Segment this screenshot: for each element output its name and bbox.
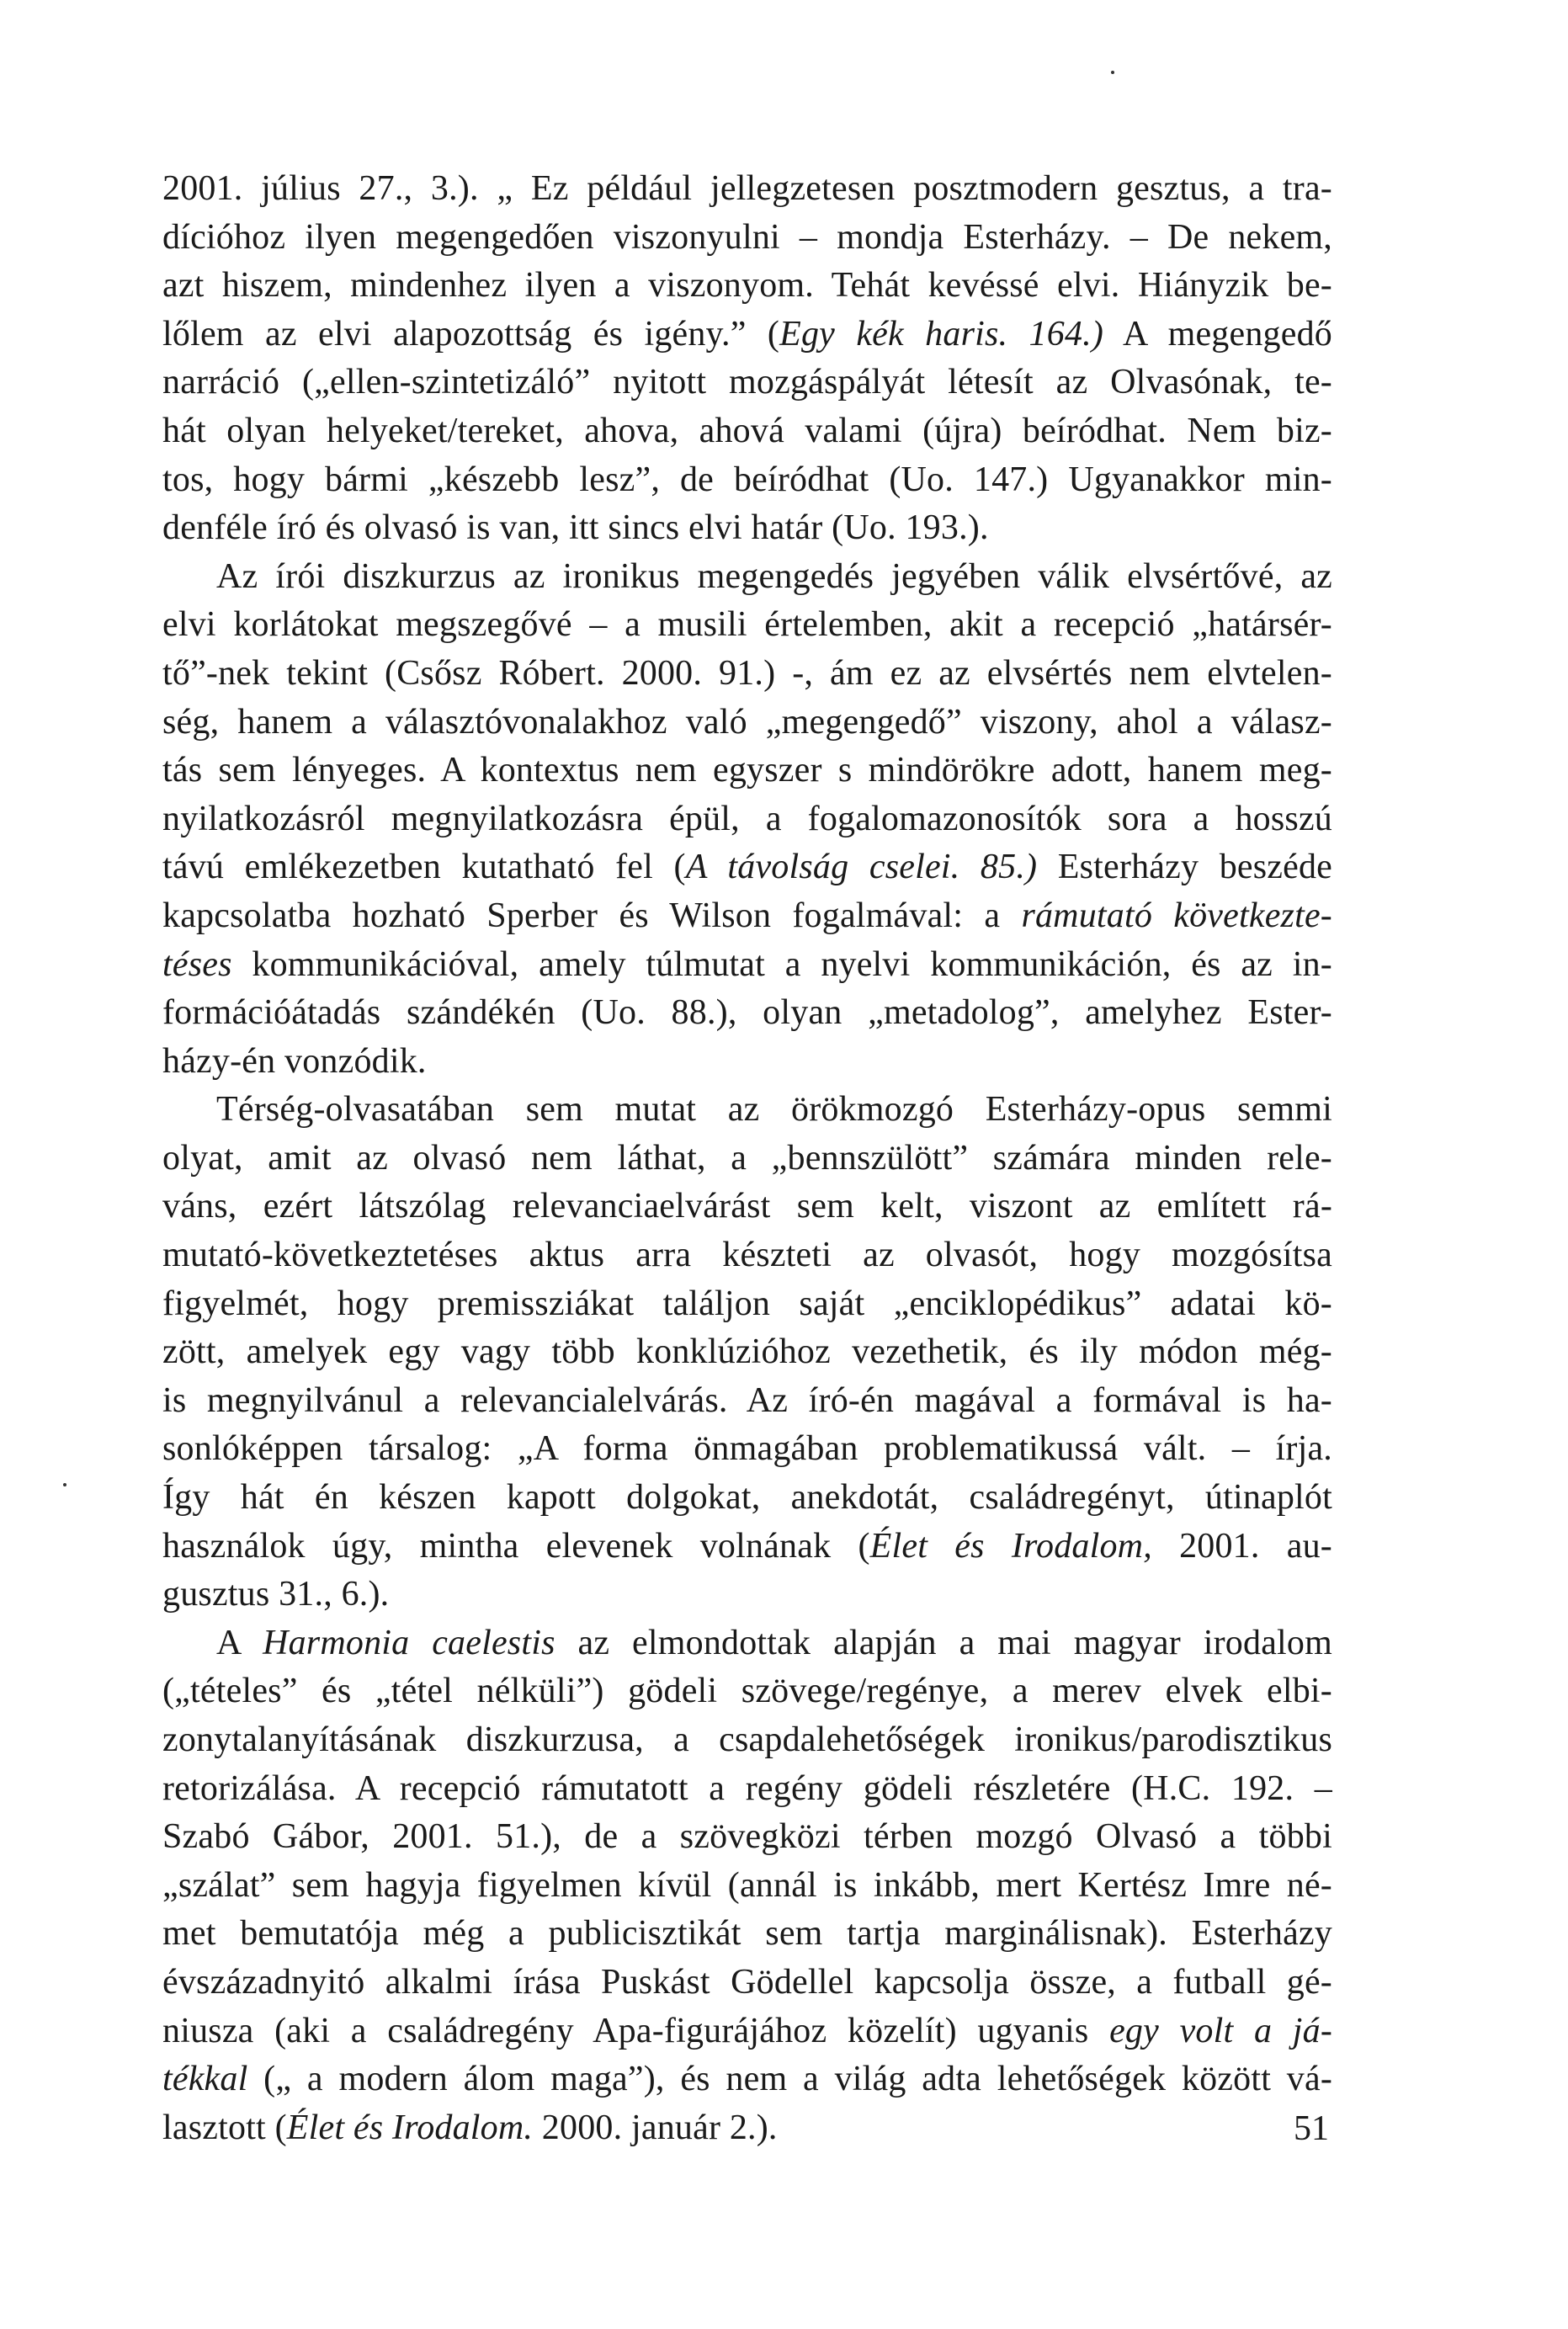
italic-text-segment: egy volt a já-	[1109, 2011, 1333, 2050]
text-segment: Az írói diszkurzus az ironikus megengedés jegyében válik elvsértővé, az	[216, 556, 1332, 596]
text-line	[162, 1135, 1332, 1183]
text-segment: Szabó Gábor, 2001. 51.), de a szövegközi térben mozgó Olvasó a többi	[162, 1817, 1332, 1857]
text-line	[162, 1910, 1332, 1959]
italic-text-segment: tékkal	[162, 2060, 248, 2099]
text-line	[162, 601, 1332, 650]
text-segment: („tételes” és „tétel nélküli”) gödeli szövege/regénye, a merev elvek elbi-	[162, 1672, 1332, 1711]
text-segment: mutató-következtetéses aktus arra készteti az olvasót, hogy mozgósítsa	[162, 1236, 1332, 1275]
text-segment: lőlem az elvi alapozottság és igény.” (	[162, 314, 780, 354]
text-line	[162, 165, 1332, 214]
text-line	[162, 1328, 1332, 1377]
text-segment: formációátadás szándékén (Uo. 88.), olyan „metadolog”, amelyhez Ester-	[162, 993, 1332, 1033]
text-segment: az elmondottak alapján a mai magyar irodalom	[555, 1623, 1332, 1662]
text-segment: is megnyilvánul a relevancialelvárás. Az író-én magával a formával is ha-	[162, 1380, 1332, 1420]
text-line	[162, 1086, 1332, 1135]
text-line	[162, 1231, 1332, 1280]
text-segment: narráció („ellen-szintetizáló” nyitott mozgáspályát létesít az Olvasónak, te-	[162, 363, 1332, 402]
text-segment: Térség-olvasatában sem mutat az örökmozgó Esterházy-opus semmi	[216, 1090, 1332, 1130]
italic-text-segment: Élet és Irodalom.	[286, 2108, 534, 2147]
text-line	[162, 262, 1332, 311]
text-line	[162, 1377, 1332, 1426]
text-segment: azt hiszem, mindenhez ilyen a viszonyom. Tehát kevéssé elvi. Hiányzik be-	[162, 266, 1332, 306]
text-segment: hát olyan helyeket/tereket, ahova, ahová valami (újra) beíródhat. Nem biz-	[162, 411, 1332, 450]
text-segment: retorizálása. A recepció rámutatott a regény gödeli részletére (H.C. 192. –	[162, 1768, 1332, 1808]
text-segment: gusztus 31., 6.).	[162, 1575, 390, 1614]
text-line	[162, 1523, 1332, 1571]
text-segment: figyelmét, hogy premissziákat találjon saját „enciklopédikus” adatai kö-	[162, 1284, 1332, 1323]
scan-speck	[63, 1483, 66, 1486]
text-line	[162, 1425, 1332, 1474]
text-segment: évszázadnyitó alkalmi írása Puskást Gödellel kapcsolja össze, a futball gé-	[162, 1962, 1332, 2002]
italic-text-segment: A távolság cselei. 85.)	[685, 848, 1038, 887]
text-line	[162, 650, 1332, 699]
text-segment: tos, hogy bármi „készebb lesz”, de beíródhat (Uo. 147.) Ugyanakkor min-	[162, 460, 1332, 499]
text-segment: A	[216, 1623, 263, 1662]
text-segment: 2000. január 2.).	[533, 2108, 778, 2147]
text-line	[162, 1183, 1332, 1231]
page-number: 51	[1294, 2109, 1329, 2148]
text-line	[162, 1280, 1332, 1329]
italic-text-segment: téses	[162, 944, 232, 984]
italic-text-segment: Élet és Irodalom,	[869, 1526, 1152, 1566]
text-segment: váns, ezért látszólag relevanciaelvárást sem kelt, viszont az említett rá-	[162, 1187, 1332, 1226]
text-segment: („ a modern álom maga”), és nem a világ adta lehetőségek között vá-	[247, 2060, 1332, 2099]
text-segment: tő”-nek tekint (Csősz Róbert. 2000. 91.) -, ám ez az elvsértés nem elvtelen-	[162, 653, 1332, 693]
text-line	[162, 214, 1332, 263]
text-line	[162, 1038, 1332, 1087]
text-line	[162, 747, 1332, 795]
text-line	[162, 359, 1332, 407]
italic-text-segment: Egy kék haris. 164.)	[779, 314, 1104, 354]
text-segment: A megengedő	[1103, 314, 1332, 354]
scan-speck	[1111, 71, 1114, 74]
text-segment: házy-én vonzódik.	[162, 1041, 427, 1081]
text-segment: használok úgy, mintha elevenek volnának (	[162, 1526, 870, 1566]
text-segment: ség, hanem a választóvonalakhoz való „megengedő” viszony, ahol a válasz-	[162, 702, 1332, 742]
text-line	[162, 1474, 1332, 1523]
text-segment: olyat, amit az olvasó nem láthat, a „bennszülött” számára minden rele-	[162, 1138, 1332, 1178]
text-line	[162, 553, 1332, 602]
text-segment: kapcsolatba hozható Sperber és Wilson fogalmával: a	[162, 896, 1022, 935]
text-line	[162, 892, 1332, 941]
text-line	[162, 989, 1332, 1038]
text-line	[162, 699, 1332, 747]
italic-text-segment: rámutató következte-	[1021, 896, 1332, 935]
text-segment: denféle író és olvasó is van, itt sincs elvi határ (Uo. 193.).	[162, 508, 989, 548]
text-line	[162, 941, 1332, 990]
text-line	[162, 1571, 1332, 1619]
text-segment: tás sem lényeges. A kontextus nem egyszer s mindörökre adott, hanem meg-	[162, 751, 1332, 790]
text-line	[162, 795, 1332, 844]
text-line	[162, 1619, 1332, 1668]
text-line	[162, 1716, 1332, 1765]
italic-text-segment: Harmonia caelestis	[263, 1623, 555, 1662]
text-segment: Így hát én készen kapott dolgokat, anekdotát, családregényt, útinaplót	[162, 1478, 1332, 1518]
text-line	[162, 2007, 1332, 2056]
text-line	[162, 843, 1332, 892]
text-line	[162, 504, 1332, 553]
text-segment: 2001. au-	[1151, 1526, 1332, 1566]
text-segment: Esterházy beszéde	[1037, 848, 1333, 887]
text-segment: „szálat” sem hagyja figyelmen kívül (annál is inkább, mert Kertész Imre né-	[162, 1865, 1332, 1905]
text-line	[162, 2055, 1332, 2104]
text-line	[162, 1862, 1332, 1911]
text-segment: zött, amelyek egy vagy több konklúzióhoz vezethetik, és ily módon még-	[162, 1332, 1332, 1372]
text-segment: niusza (aki a családregény Apa-figurájához közelít) ugyanis	[162, 2011, 1110, 2050]
text-segment: sonlóképpen társalog: „A forma önmagában problematikussá vált. – írja.	[162, 1429, 1332, 1469]
text-segment: távú emlékezetben kutatható fel (	[162, 848, 686, 887]
text-segment: zonytalanyításának diszkurzusa, a csapdalehetőségek ironikus/parodisztikus	[162, 1720, 1332, 1759]
text-segment: nyilatkozásról megnyilatkozásra épül, a fogalomazonosítók sora a hosszú	[162, 799, 1332, 838]
text-line	[162, 407, 1332, 456]
text-segment: 2001. július 27., 3.). „ Ez például jellegzetesen posztmodern gesztus, a tra-	[162, 169, 1332, 208]
text-segment: lasztott (	[162, 2108, 287, 2147]
text-line	[162, 1813, 1332, 1862]
text-line	[162, 311, 1332, 359]
body-text	[162, 165, 1332, 2152]
text-line	[162, 1959, 1332, 2007]
text-segment: met bemutatója még a publicisztikát sem tartja marginálisnak). Esterházy	[162, 1914, 1332, 1954]
text-line	[162, 1765, 1332, 1814]
text-line	[162, 456, 1332, 505]
text-segment: dícióhoz ilyen megengedően viszonyulni – mondja Esterházy. – De nekem,	[162, 217, 1332, 257]
text-segment: elvi korlátokat megszegővé – a musili értelemben, akit a recepció „határsér-	[162, 605, 1332, 645]
text-line	[162, 2104, 1332, 2153]
text-segment: kommunikációval, amely túlmutat a nyelvi kommunikáción, és az in-	[231, 944, 1332, 984]
text-line	[162, 1667, 1332, 1716]
